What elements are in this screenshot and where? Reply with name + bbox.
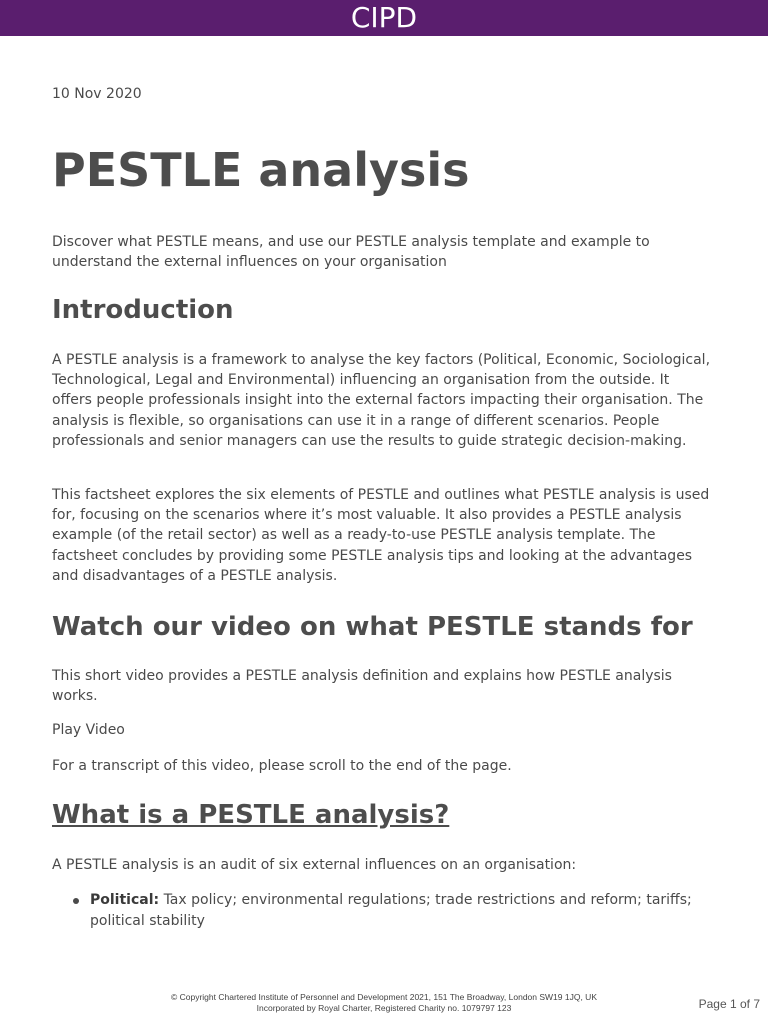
header-bar (0, 0, 768, 36)
introduction-heading: Introduction (52, 295, 234, 325)
transcript-note: For a transcript of this video, please scroll to the end of the page. (52, 758, 512, 774)
page-indicator: Page 1 of 7 (698, 997, 760, 1011)
bullet-icon (73, 898, 79, 904)
copyright-line-2: Incorporated by Royal Charter, Registered Charity no. 1079797 123 (256, 1003, 512, 1013)
what-is-paragraph: A PESTLE analysis is an audit of six external influences on an organisation: (52, 857, 577, 873)
lead-paragraph: Discover what PESTLE means, and use our PESTLE analysis template and example to understand the external influences on your organisation (52, 234, 650, 270)
page-title: PESTLE analysis (52, 143, 470, 197)
video-paragraph: This short video provides a PESTLE analysis definition and explains how PESTLE analysis works. (52, 668, 672, 705)
intro-paragraph-1: A PESTLE analysis is a framework to analyse the key factors (Political, Economic, Sociological, Technological, Legal and Environmental) influencing an organisation from the outside. It offers people professionals insight into the external factors impacting their organisation. The analysis is flexible, so organisations can use it in a range of different scenarios. People professionals and senior managers can use the results to guide strategic decision-making. (52, 352, 711, 449)
copyright-line-1: © Copyright Chartered Institute of Personnel and Development 2021, 151 The Broadway, London SW19 1JQ, UK (170, 992, 597, 1002)
cipd-logo: CIPD (350, 1, 418, 34)
what-is-pestle-heading[interactable]: What is a PESTLE analysis? (52, 800, 450, 830)
bullet-label: Political: (90, 892, 160, 908)
intro-paragraph-2: This factsheet explores the six elements of PESTLE and outlines what PESTLE analysis is used for, focusing on the scenarios where it’s most valuable. It also provides a PESTLE analysis example (of the retail sector) as well as a ready-to-use PESTLE analysis template. The factsheet concludes by providing some PESTLE analysis tips and looking at the advantages and disadvantages of a PESTLE analysis. (52, 487, 710, 584)
publish-date: 10 Nov 2020 (52, 86, 142, 102)
pestle-factor-list (52, 890, 692, 931)
bullet-text: Tax policy; environmental regulations; trade restrictions and reform; tariffs; political stability (90, 892, 692, 929)
video-heading: Watch our video on what PESTLE stands for (52, 612, 693, 642)
list-item (52, 890, 692, 931)
play-video-link[interactable]: Play Video (52, 722, 125, 738)
copyright-notice (0, 992, 768, 1014)
page-footer (0, 992, 768, 1020)
